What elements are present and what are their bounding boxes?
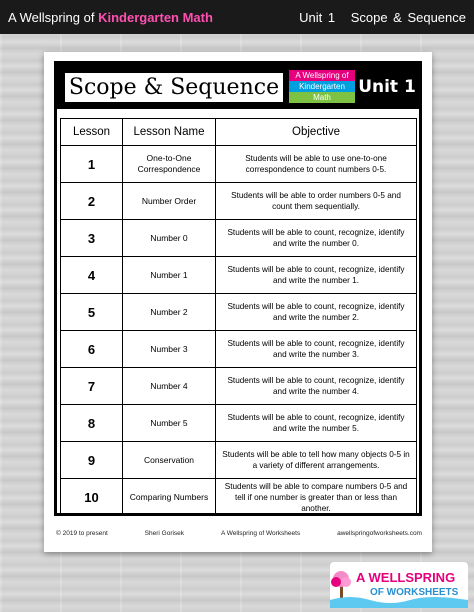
scope-sequence-table [60,118,417,516]
lesson-number: 3 [61,220,123,257]
lesson-objective: Students will be able to compare numbers 0-5 and tell if one number is greater than or less than another. [216,479,417,516]
footer-author: Sheri Gorisek [144,530,185,537]
lesson-name: One-to-One Correspondence [123,146,216,183]
column-header-lesson: Lesson [61,119,123,146]
logo-line-3: Math [289,92,355,103]
lesson-name: Number 4 [123,368,216,405]
worksheet-frame [54,61,422,516]
table-row [61,146,417,183]
lesson-objective: Students will be able to order numbers 0-5 and count them sequentially. [216,183,417,220]
column-header-lesson-name: Lesson Name [123,119,216,146]
lesson-name: Number 0 [123,220,216,257]
banner-prefix: A Wellspring of [8,9,99,25]
table-row [61,331,417,368]
lesson-number: 9 [61,442,123,479]
banner-scope-title: Scope & Sequence [350,9,466,25]
column-header-objective: Objective [216,119,417,146]
lesson-name: Number Order [123,183,216,220]
lesson-name: Number 3 [123,331,216,368]
lesson-objective: Students will be able to count, recognize, identify and write the number 0. [216,220,417,257]
lesson-name: Number 2 [123,294,216,331]
lesson-number: 1 [61,146,123,183]
logo-line-1: A Wellspring of [289,70,355,81]
lesson-objective: Students will be able to count, recognize, identify and write the number 5. [216,405,417,442]
series-logo [289,70,355,104]
table-row [61,442,417,479]
table-row [61,220,417,257]
unit-label: Unit 1 [358,77,416,97]
worksheet-footer [56,530,422,542]
footer-publisher: A Wellspring of Worksheets [220,530,301,537]
lesson-name: Conservation [123,442,216,479]
lesson-objective: Students will be able to use one-to-one correspondence to count numbers 0-5. [216,146,417,183]
lesson-objective: Students will be able to count, recognize, identify and write the number 2. [216,294,417,331]
table-row [61,479,417,516]
table-row [61,368,417,405]
lesson-objective: Students will be able to count, recognize, identify and write the number 3. [216,331,417,368]
lesson-number: 6 [61,331,123,368]
banner-series-title [8,10,213,25]
lesson-objective: Students will be able to tell how many objects 0-5 in a variety of different arrangements. [216,442,417,479]
lesson-name: Number 5 [123,405,216,442]
lesson-number: 10 [61,479,123,516]
table-header-row [61,119,417,146]
table-row [61,405,417,442]
logo-line-2: Kindergarten [289,81,355,92]
lesson-objective: Students will be able to count, recognize, identify and write the number 1. [216,257,417,294]
lesson-name: Number 1 [123,257,216,294]
footer-copyright: © 2019 to present [56,530,108,537]
lesson-number: 5 [61,294,123,331]
lesson-number: 8 [61,405,123,442]
banner-highlight: Kindergarten Math [98,9,213,25]
brand-line-2: OF WORKSHEETS [370,587,459,598]
top-banner [0,0,474,34]
banner-unit: Unit 1 [299,9,336,25]
page-title: Scope & Sequence [63,71,285,104]
lesson-number: 2 [61,183,123,220]
footer-website: awellspringofworksheets.com [337,530,422,537]
lesson-name: Comparing Numbers [123,479,216,516]
lesson-objective: Students will be able to count, recognize, identify and write the number 4. [216,368,417,405]
worksheet-header [57,64,419,109]
brand-line-1: A WELLSPRING [356,570,456,585]
lesson-number: 7 [61,368,123,405]
worksheet-page [44,52,432,552]
lesson-number: 4 [61,257,123,294]
table-row [61,294,417,331]
brand-logo [330,562,468,608]
table-row [61,257,417,294]
table-row [61,183,417,220]
banner-unit-title [289,10,466,25]
